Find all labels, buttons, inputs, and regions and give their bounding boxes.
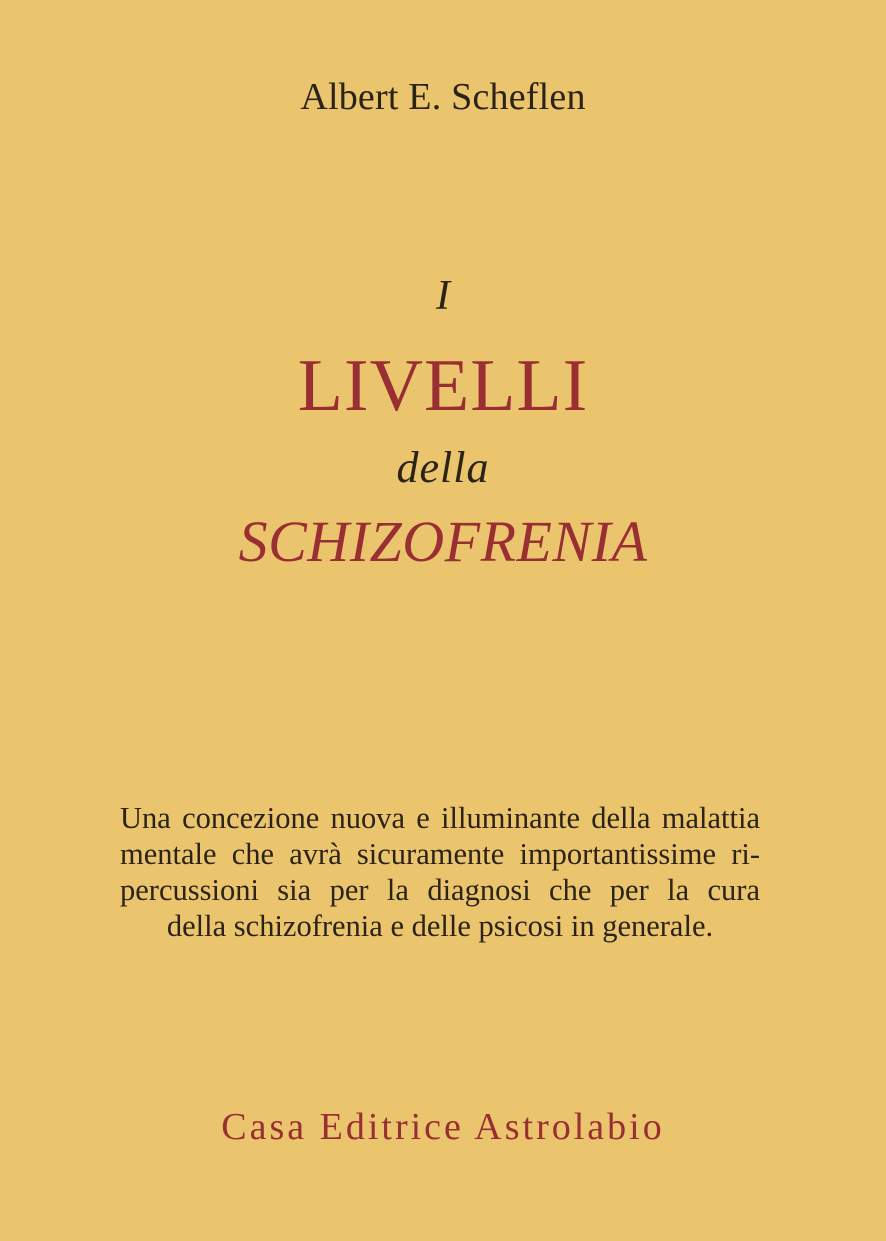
blurb-line: Una concezione nuova e illuminante della malattia (120, 801, 760, 835)
cover-blurb (120, 800, 760, 944)
publisher-name: Casa Editrice Astrolabio (221, 1106, 665, 1148)
title-subject: SCHIZOFRENIA (238, 509, 648, 574)
title-main: LIVELLI (297, 345, 589, 427)
title-preposition: della (396, 443, 490, 492)
title-article: I (436, 273, 450, 319)
author-name: Albert E. Scheflen (300, 76, 586, 118)
blurb-line: mentale che avrà sicuramente importantissime ri- (120, 837, 760, 871)
blurb-line: della schizofrenia e delle psicosi in generale. (166, 909, 714, 943)
blurb-line: percussioni sia per la diagnosi che per la cura (120, 873, 760, 907)
